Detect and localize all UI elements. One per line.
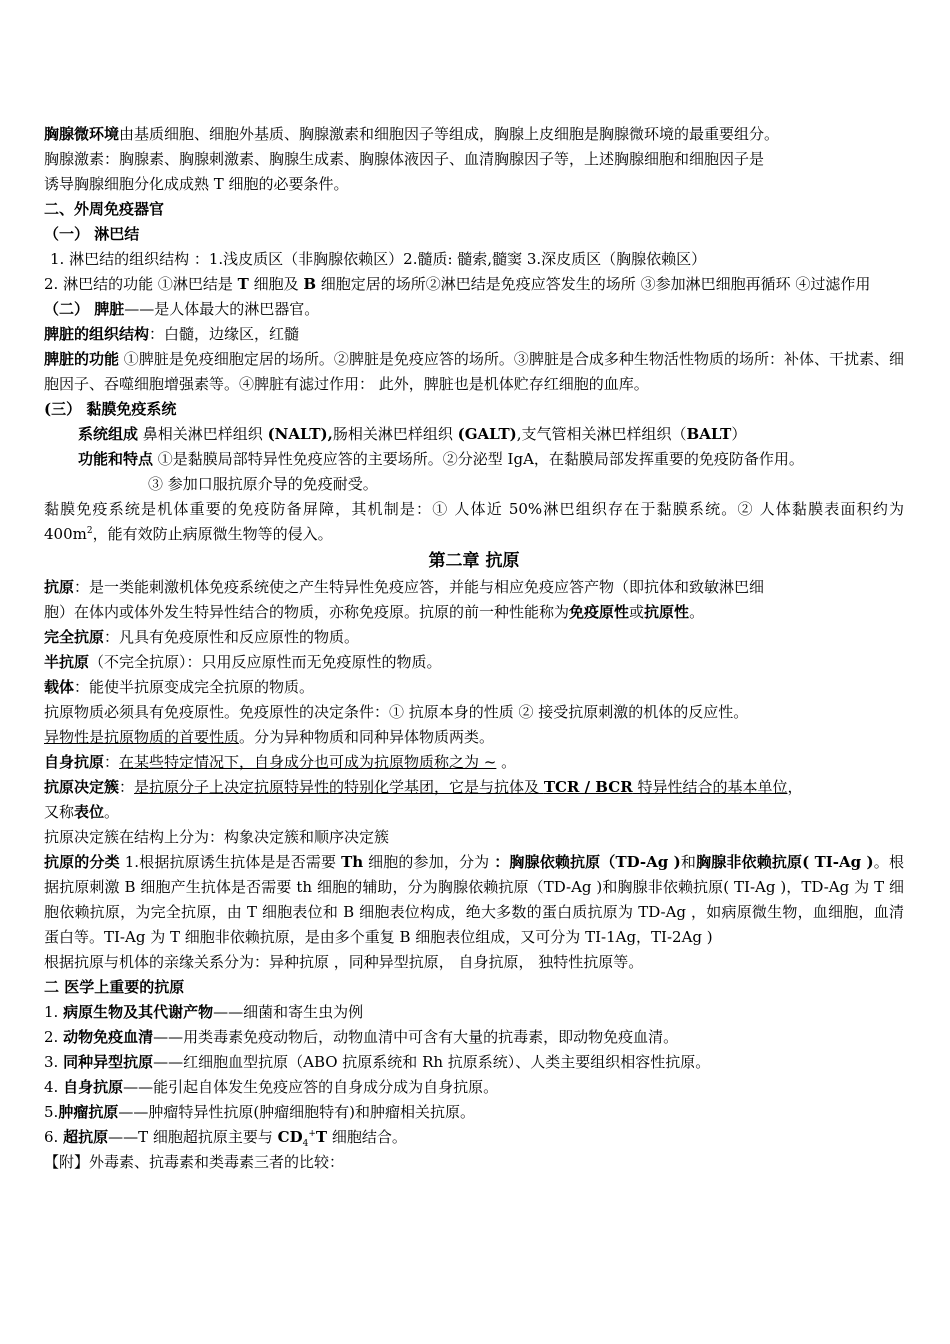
self-antigen: 自身抗原：在某些特定情况下，自身成分也可成为抗原物质称之为 ~ 。 <box>44 753 517 771</box>
medical-antigen-3: 3. 同种异型抗原——红细胞血型抗原（ABO 抗原系统和 Rh 抗原系统）、人类主要组织相容性抗原。 <box>44 1053 711 1071</box>
paragraph-thymus-microenv: 胸腺微环境由基质细胞、细胞外基质、胸腺激素和细胞因子等组成，胸腺上皮细胞是胸腺微环境的最重要组分。 <box>44 125 780 143</box>
spleen-structure: 脾脏的组织结构：白髓，边缘区，红髓 <box>44 325 300 343</box>
carrier: 载体：能使半抗原变成完全抗原的物质。 <box>44 678 315 696</box>
lymph-node-structure: 1. 淋巴结的组织结构 ：1.浅皮质区（非胸腺依赖区）2.髓质: 髓索,髓窦 3.深皮质区（胸腺依赖区） <box>50 250 707 268</box>
paragraph-thymus-hormones: 胸腺激素：胸腺素、胸腺刺激素、胸腺生成素、胸腺体液因子、血清胸腺因子等，上述胸腺细胞和细胞因子是 <box>44 150 765 168</box>
antigen-classification: 抗原的分类 1.根据抗原诱生抗体是是否需要 Th 细胞的参加，分为 ：胸腺依赖抗原（TD-Ag )和胸腺非依赖抗原( TI-Ag )。根据抗原刺激 B 细胞产生抗体是否需要 th 细胞的辅助，分为胸腺依赖抗原（TD-Ag )和胸腺非依赖抗原( TI-Ag )，TD-Ag 为 T 细胞依赖抗原，为完全抗原，由 T 细胞表位和 B 细胞表位构成，绝大多数的蛋白质抗原为 TD-Ag ，如病原微生物，血细胞，血清蛋白等。TI-Ag 为 T 细胞非依赖抗原，是由多个重复 B 细胞表位组成，又可分为 TI-1Ag，TI-2Ag ) <box>44 853 905 946</box>
mucosal-function-cont: ③ 参加口服抗原介导的免疫耐受。 <box>148 475 378 493</box>
mucosal-composition: 系统组成 鼻相关淋巴样组织 (NALT),肠相关淋巴样组织 (GALT),支气管相关淋巴样组织（BALT） <box>78 425 747 443</box>
document-page <box>44 122 904 1175</box>
medical-antigen-1: 1. 病原生物及其代谢产物——细菌和寄生虫为例 <box>44 1003 364 1021</box>
medical-antigen-6: 6. 超抗原——T 细胞超抗原主要与 $CD_4^+T$ 细胞结合。 <box>44 1128 407 1149</box>
antigen-definition: 抗原：是一类能刺激机体免疫系统使之产生特异性免疫应答，并能与相应免疫应答产物（即抗体和致敏淋巴细 <box>44 578 765 596</box>
complete-antigen: 完全抗原：凡具有免疫原性和反应原性的物质。 <box>44 628 360 646</box>
heading-peripheral-organs: 二、外周免疫器官 <box>44 200 165 218</box>
foreignness: 异物性是抗原物质的首要性质。分为异种物质和同种异体物质两类。 <box>44 728 495 746</box>
epitope-types: 抗原决定簇在结构上分为：构象决定簇和顺序决定簇 <box>44 828 390 846</box>
epitope-definition: 抗原决定簇：是抗原分子上决定抗原特异性的特别化学基团，它是与抗体及 TCR / BCR 特异性结合的基本单位， <box>44 778 803 796</box>
immunogenicity-conditions: 抗原物质必须具有免疫原性。免疫原性的决定条件：① 抗原本身的性质 ② 接受抗原刺激的机体的反应性。 <box>44 703 749 721</box>
heading-mucosal-immune: (三） 黏膜免疫系统 <box>44 400 177 418</box>
medical-antigen-5: 5.肿瘤抗原——肿瘤特异性抗原(肿瘤细胞特有)和肿瘤相关抗原。 <box>44 1103 476 1121</box>
heading-medical-antigens: 二 医学上重要的抗原 <box>44 978 185 996</box>
mucosal-function: 功能和特点 ①是黏膜局部特异性免疫应答的主要场所。②分泌型 IgA，在黏膜局部发挥重要的免疫防备作用。 <box>78 450 804 468</box>
lymph-node-function: 2. 淋巴结的功能 ①淋巴结是 T 细胞及 B 细胞定居的场所②淋巴结是免疫应答发生的场所 ③参加淋巴细胞再循环 ④过滤作用 <box>44 275 871 293</box>
spleen-function: 脾脏的功能 ①脾脏是免疫细胞定居的场所。②脾脏是免疫应答的场所。③脾脏是合成多种生物活性物质的场所：补体、干扰素、细胞因子、吞噬细胞增强素等。④脾脏有滤过作用： 此外，脾脏也是机体贮存红细胞的血库。 <box>44 350 904 393</box>
medical-antigen-2: 2. 动物免疫血清——用类毒素免疫动物后，动物血清中可含有大量的抗毒素，即动物免疫血清。 <box>44 1028 679 1046</box>
appendix-note: 【附】外毒素、抗毒素和类毒素三者的比较： <box>44 1153 345 1171</box>
paragraph-thymus-hormones-cont: 诱导胸腺细胞分化成成熟 T 细胞的必要条件。 <box>44 175 349 193</box>
chapter-title: 第二章 抗原 <box>428 551 520 571</box>
hapten: 半抗原（不完全抗原）：只用反应原性而无免疫原性的物质。 <box>44 653 442 671</box>
epitope-alias: 又称表位。 <box>44 803 120 821</box>
mucosal-mechanism: 黏膜免疫系统是机体重要的免疫防备屏障，其机制是：① 人体近 50%淋巴组织存在于黏膜系统。② 人体黏膜表面积约为 $400m^2$，能有效防止病原微生物等的侵入。 <box>44 500 904 543</box>
medical-antigen-4: 4. 自身抗原——能引起自体发生免疫应答的自身成分成为自身抗原。 <box>44 1078 499 1096</box>
antigen-definition-cont: 胞）在体内或体外发生特异性结合的物质，亦称免疫原。抗原的前一种性能称为免疫原性或抗原性。 <box>44 603 705 621</box>
heading-lymph-node: （一） 淋巴结 <box>44 225 140 243</box>
kinship-classification: 根据抗原与机体的亲缘关系分为：异种抗原 ，同种异型抗原， 自身抗原， 独特性抗原等。 <box>44 953 644 971</box>
heading-spleen: （二） 脾脏——是人体最大的淋巴器官。 <box>44 300 320 318</box>
